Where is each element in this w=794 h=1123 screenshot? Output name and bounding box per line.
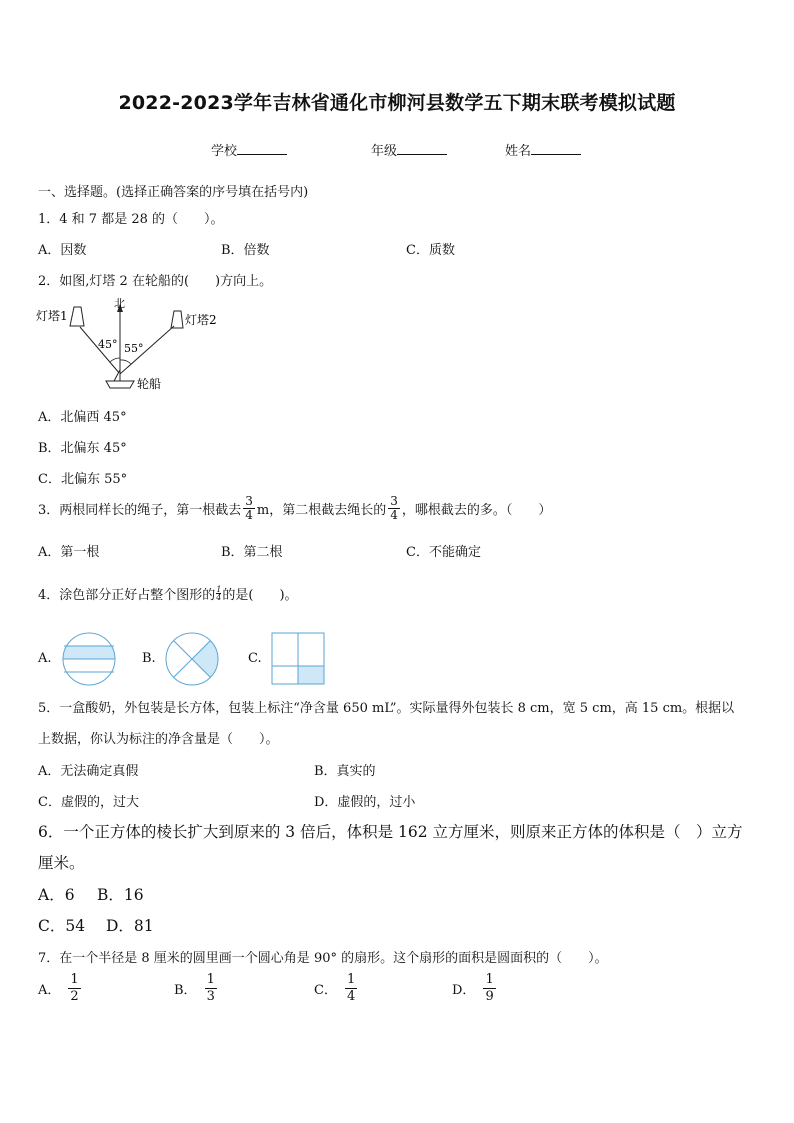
q7-c-den: 4: [346, 989, 356, 1004]
question-1-stem: 1．4 和 7 都是 28 的（ ）。: [38, 212, 224, 227]
question-3-stem: [38, 495, 551, 522]
q3-text-3: ，哪根截去的多。（ ）: [401, 503, 552, 518]
north-label: 北: [114, 297, 125, 310]
q3-fraction-1: [243, 495, 255, 522]
q3-fraction-2: [388, 495, 400, 522]
question-5-line-1: 5．一盒酸奶，外包装是长方体，包装上标注“净含量 650 mL”。实际量得外包装长 8 cm，宽 5 cm，高 15 cm。根据以: [38, 701, 735, 716]
q7-option-d-label: D．: [452, 983, 476, 998]
q7-b-den: 3: [206, 989, 215, 1004]
q7-option-b-fraction: [205, 972, 217, 1005]
q3-frac2-den: 4: [390, 508, 398, 522]
ship-sail-icon: [114, 370, 120, 381]
question-2-stem: 2．如图,灯塔 2 在轮船的( )方向上。: [38, 274, 273, 289]
q5-option-b: B．真实的: [314, 764, 376, 779]
q7-option-b-label: B．: [174, 983, 197, 998]
q7-option-c: [314, 972, 359, 1005]
q6-option-d: D．81: [106, 917, 154, 935]
q4-frac-num: 1: [216, 585, 222, 594]
lighthouse-2-label: 灯塔2: [185, 313, 217, 327]
name-field: [505, 140, 581, 159]
q1-option-c: C．质数: [406, 243, 455, 258]
q7-b-num: 1: [206, 972, 215, 987]
q3-frac2-num: 3: [390, 494, 398, 508]
q4-text-2: 的是( )。: [222, 588, 298, 603]
q5-option-c: C．虚假的，过大: [38, 795, 139, 810]
q7-d-num: 1: [485, 972, 494, 987]
q1-option-b: B．倍数: [221, 243, 270, 258]
q7-a-den: 2: [70, 989, 79, 1004]
q3-option-b: B．第二根: [221, 545, 283, 560]
q2-option-c: C．北偏东 55°: [38, 472, 128, 487]
ship-hull-icon: [106, 381, 134, 388]
q7-d-den: 9: [485, 989, 494, 1004]
school-blank: [237, 141, 287, 155]
q2-option-a: A．北偏西 45°: [38, 410, 127, 425]
section-heading: 一、选择题。(选择正确答案的序号填在括号内): [38, 185, 309, 200]
q7-option-b: [174, 972, 219, 1005]
q7-c-num: 1: [346, 972, 356, 987]
q7-option-d-fraction: [483, 972, 495, 1005]
lighthouse-2-icon: [171, 311, 183, 328]
school-field: [211, 140, 287, 159]
q6-option-a: A．6: [38, 886, 75, 904]
q4-option-b-figure: [164, 632, 220, 686]
q2-option-b: B．北偏东 45°: [38, 441, 127, 456]
question-4-stem: [38, 584, 298, 603]
q3-frac1-den: 4: [245, 508, 253, 522]
grade-label: 年级: [371, 144, 398, 159]
q4-option-a-label: A.: [38, 651, 52, 666]
shaded-rect: [298, 666, 324, 684]
q7-option-c-fraction: [345, 972, 357, 1005]
question-5-line-2: 上数据，你认为标注的净含量是（ ）。: [38, 732, 279, 747]
q4-frac-den: 4: [216, 593, 222, 602]
q7-option-a: [38, 972, 83, 1005]
shaded-band: [60, 646, 118, 659]
q4-option-b-label: B.: [142, 651, 156, 666]
grade-field: [371, 140, 447, 159]
q1-option-a: A．因数: [38, 243, 87, 258]
ship-label: 轮船: [137, 377, 162, 391]
name-label: 姓名: [505, 144, 532, 159]
q3-option-a: A．第一根: [38, 545, 100, 560]
lighthouse-1-icon: [70, 307, 84, 326]
q7-option-a-label: A．: [38, 983, 61, 998]
grade-blank: [397, 141, 447, 155]
q3-frac1-num: 3: [245, 494, 253, 508]
q3-text-1: 3．两根同样长的绳子，第一根截去: [38, 503, 242, 518]
question-7-stem: 7．在一个半径是 8 厘米的圆里画一个圆心角是 90° 的扇形。这个扇形的面积是圆面积的（ ）。: [38, 951, 608, 966]
q4-fraction: [216, 586, 221, 601]
q4-text-1: 4．涂色部分正好占整个图形的: [38, 588, 216, 603]
angle-arc-right: [120, 360, 131, 364]
q3-option-c: C．不能确定: [406, 545, 481, 560]
q4-option-c-figure: [271, 632, 327, 686]
q5-option-a: A．无法确定真假: [38, 764, 139, 779]
lighthouse-1-label: 灯塔1: [36, 309, 68, 323]
q3-text-2: m，第二根截去绳长的: [256, 503, 387, 518]
q5-option-d: D．虚假的，过小: [314, 795, 416, 810]
q6-option-b: B．16: [97, 886, 144, 904]
q4-option-a-figure: [60, 632, 118, 686]
compass-diagram: [34, 296, 234, 396]
school-label: 学校: [211, 144, 238, 159]
question-6-line-2: 厘米。: [38, 854, 85, 872]
q7-option-d: [452, 972, 498, 1005]
q7-option-a-fraction: [68, 972, 80, 1005]
name-blank: [531, 141, 581, 155]
q6-option-c: C．54: [38, 917, 86, 935]
angle-45-label: 45°: [98, 338, 118, 351]
q7-option-c-label: C．: [314, 983, 337, 998]
angle-55-label: 55°: [124, 342, 144, 355]
question-6-line-1: 6．一个正方体的棱长扩大到原来的 3 倍后，体积是 162 立方厘米，则原来正方体的体积是（ ）立方: [38, 823, 743, 841]
q7-a-num: 1: [70, 972, 79, 987]
angle-arc-left: [110, 358, 120, 362]
q4-option-c-label: C.: [248, 651, 262, 666]
page-title: 2022-2023学年吉林省通化市柳河县数学五下期末联考模拟试题: [118, 92, 676, 114]
